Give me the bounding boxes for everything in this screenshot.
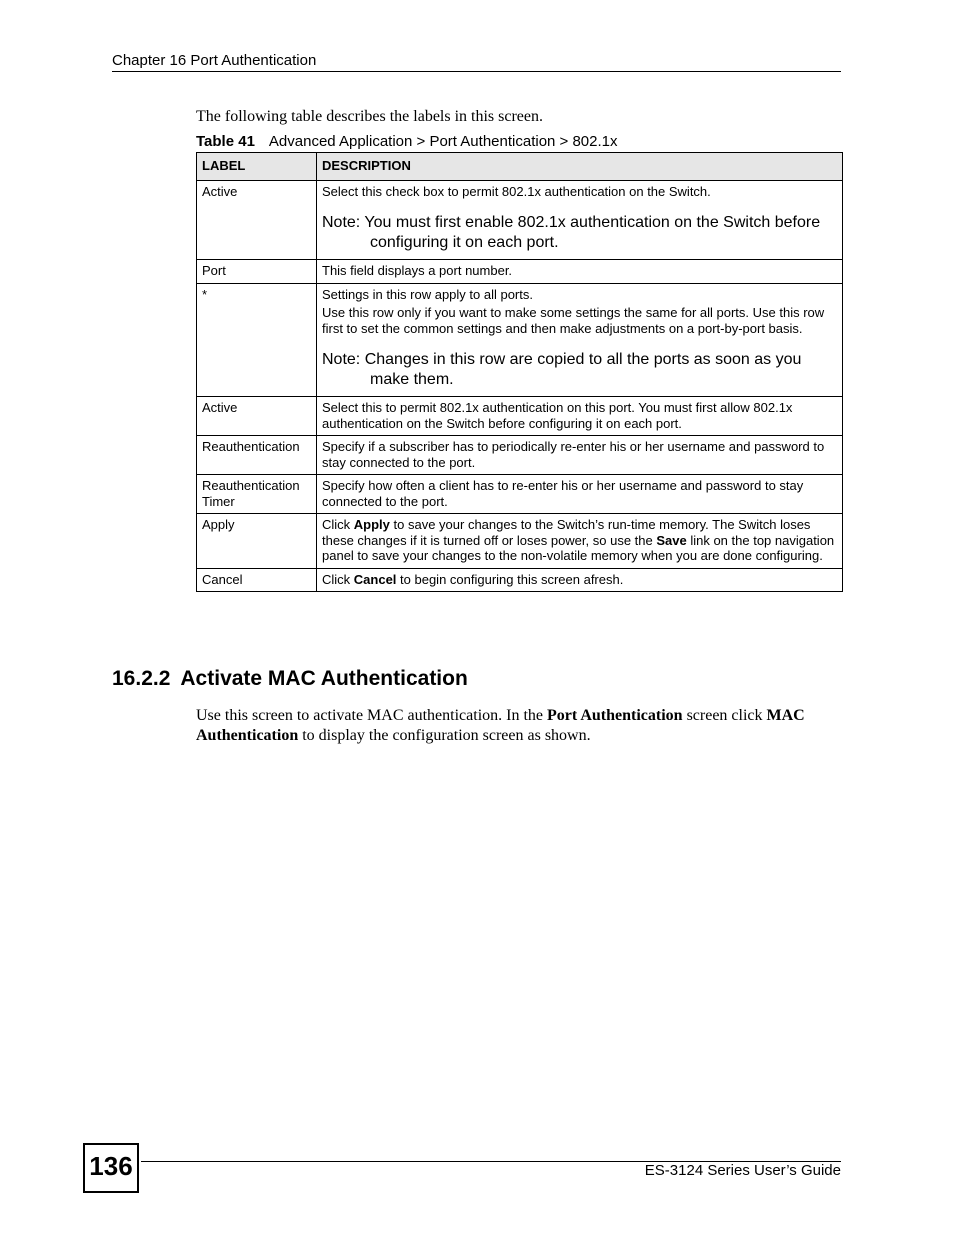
guide-title: ES-3124 Series User’s Guide [644,1162,841,1179]
row-description [317,568,843,592]
text-run: Click [322,517,354,532]
description-text: Specify how often a client has to re-enter his or her username and password to stay connected to the port. [322,478,804,509]
table-row [197,397,843,436]
description-text: Use this row only if you want to make some settings the same for all ports. Use this row first to set the common settings and then make adjustments on a port-by-port basis. [322,305,825,336]
port-authentication-term: Port Authentication [547,707,683,724]
cancel-term: Cancel [353,571,397,587]
row-label: Port [197,260,317,284]
row-label: Cancel [197,568,317,592]
table-row [197,180,843,260]
row-description [317,180,843,260]
text-run: to display the configuration screen as shown. [298,727,591,744]
section-heading [112,667,468,691]
table-row [197,514,843,569]
description-text: Select this check box to permit 802.1x authentication on the Switch. [322,183,711,199]
section-paragraph [196,706,841,746]
table-header-row [197,153,843,181]
description-text: This field displays a port number. [322,263,513,278]
text-run: Click [322,571,354,587]
description-text [322,517,837,564]
note-text: Note: You must first enable 802.1x authentication on the Switch before configuring it on each port. [322,214,821,251]
header-description: DESCRIPTION [317,153,843,181]
row-label: Active [197,180,317,260]
header-label: LABEL [197,153,317,181]
text-run: screen click [682,707,767,724]
section-title: Activate MAC Authentication [180,667,468,690]
text-run: Use this screen to activate MAC authentication. In the [196,707,548,724]
section-number: 16.2.2 [112,667,171,690]
row-description [317,283,843,397]
table-caption [196,133,618,150]
text-run: link on the top navigation panel to save your changes to the non-volatile memory when you are done configuring. [322,532,835,563]
row-description [317,475,843,514]
page-number-box [83,1143,139,1193]
label-description-table [196,152,843,592]
row-description [317,514,843,569]
table-row [197,475,843,514]
table-row [197,436,843,475]
description-text [322,572,837,588]
table-title: Advanced Application > Port Authentication > 802.1x [268,133,618,150]
header-rule [112,71,841,72]
row-description [317,260,843,284]
table-row [197,568,843,592]
row-label: * [197,283,317,397]
description-text: Select this to permit 802.1x authentication on this port. You must first allow 802.1x authentication on the Switch before configuring it on each port. [322,400,793,431]
text-run: to save your changes to the Switch’s run-time memory. The Switch loses these changes if it is turned off or loses power, so use the [322,517,811,548]
note-text: Note: Changes in this row are copied to all the ports as soon as you make them. [322,351,802,388]
page-number: 136 [89,1151,133,1181]
save-term: Save [656,532,687,548]
intro-text: The following table describes the labels in this screen. [196,108,544,125]
description-text: Specify if a subscriber has to periodically re-enter his or her username and password to stay connected to the port. [322,439,825,470]
row-label: Reauthentication [197,436,317,475]
row-label: Apply [197,514,317,569]
text-run: to begin configuring this screen afresh. [396,571,624,587]
row-description [317,397,843,436]
running-header: Chapter 16 Port Authentication [112,52,317,69]
table-row [197,260,843,284]
row-label: Active [197,397,317,436]
mac-authentication-term: MAC Authentication [196,707,805,744]
row-description [317,436,843,475]
apply-term: Apply [353,517,390,532]
table-number: Table 41 [196,133,255,150]
table-row [197,283,843,397]
row-label: Reauthentication Timer [197,475,317,514]
description-text: Settings in this row apply to all ports. [322,286,533,302]
